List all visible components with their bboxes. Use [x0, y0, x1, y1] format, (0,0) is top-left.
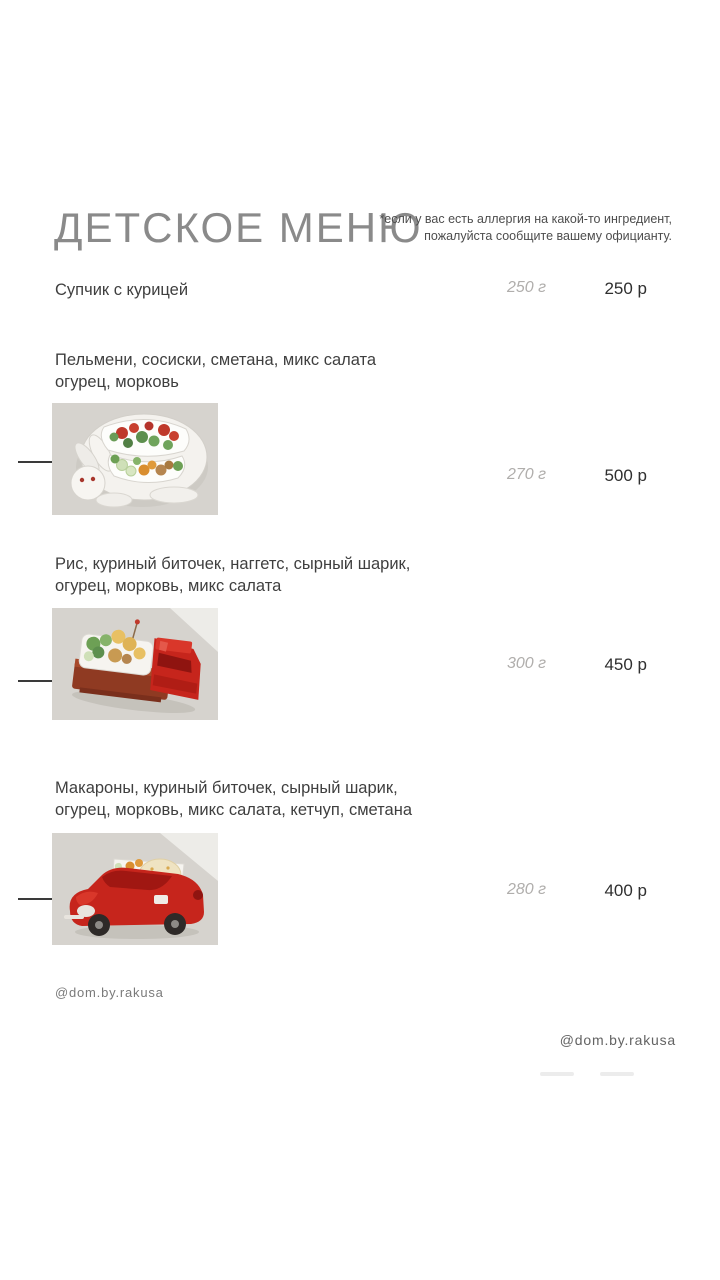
- allergy-note-line1: *если у вас есть аллергия на какой-то ингредиент,: [379, 212, 672, 226]
- allergy-note-line2: пожалуйста сообщите вашему официанту.: [424, 229, 672, 243]
- item-weight: 280 г: [506, 881, 546, 898]
- instagram-handle-left: @dom.by.rakusa: [55, 985, 164, 1000]
- allergy-note: [372, 211, 672, 245]
- left-tick-mark: [18, 461, 54, 463]
- menu-item-priceline-soup: [0, 279, 720, 299]
- item-weight: 270 г: [506, 466, 546, 483]
- item-price: 450 р: [604, 655, 647, 674]
- menu-item-priceline-pelmeni: [0, 466, 720, 486]
- item-name-line2: огурец, морковь: [55, 373, 179, 391]
- menu-item-name-pelmeni: [55, 349, 376, 393]
- left-tick-mark: [18, 680, 54, 682]
- menu-item-name-soup: Супчик с курицей: [55, 281, 189, 299]
- faded-watermark: [540, 1063, 650, 1069]
- menu-item-name-rice: [55, 553, 410, 597]
- item-name-line2: огурец, морковь, микс салата, кетчуп, сметана: [55, 801, 413, 819]
- item-price: 500 р: [604, 466, 647, 485]
- item-weight: 250 г: [506, 279, 546, 296]
- item-name-line1: Рис, куриный биточек, наггетс, сырный шарик,: [55, 555, 411, 573]
- menu-item-priceline-macaroni: [0, 881, 720, 901]
- item-name-line2: огурец, морковь, микс салата: [55, 577, 282, 595]
- item-weight: 300 г: [506, 655, 546, 672]
- page-title: ДЕТСКОЕ МЕНЮ: [54, 204, 423, 251]
- item-price: 400 р: [604, 881, 647, 900]
- item-name-line1: Макароны, куриный биточек, сырный шарик,: [55, 779, 398, 797]
- menu-item-priceline-rice: [0, 655, 720, 675]
- dish-photo-rabbit-plate: [52, 403, 218, 515]
- menu-item-name-macaroni: [55, 777, 412, 821]
- item-price: 250 р: [604, 279, 647, 298]
- item-name-line1: Пельмени, сосиски, сметана, микс салата: [55, 351, 377, 369]
- instagram-handle-right: @dom.by.rakusa: [559, 1032, 676, 1048]
